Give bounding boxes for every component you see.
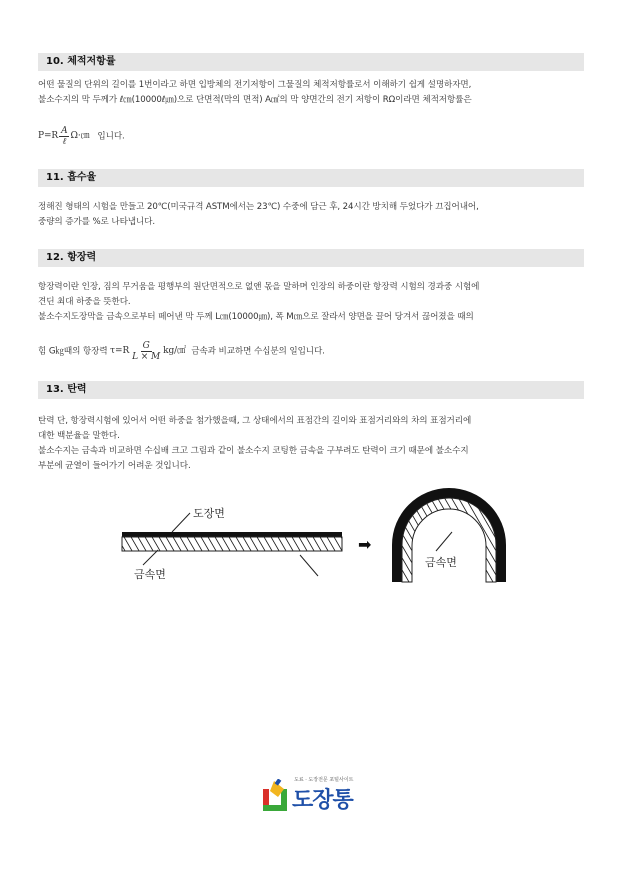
paragraph-line: 정해진 형태의 시험을 만들고 20℃(미국규격 ASTM에서는 23℃) 수중에 담근 후, 24시간 방치해 두었다가 끄집어내어,: [38, 202, 479, 212]
formula-tail-text: 금속과 비교하면 수십분의 일입니다.: [191, 346, 325, 357]
dojangtong-logo: [262, 775, 382, 815]
paragraph-line: 중량의 증가를 %로 나타냅니다.: [38, 217, 156, 227]
metal-label-right: 금속면: [425, 556, 457, 569]
paragraph-line: 탄력 단, 항장력시험에 있어서 어떤 하중을 첨가했을때, 그 상태에서의 표점간의 길이와 표점거리와의 차의 표점거리에: [38, 416, 472, 426]
section-heading-volume-resistivity: 10. 체적저항률: [38, 53, 584, 71]
formula-unit: kg/㎠: [163, 346, 186, 356]
logo-name: 도장통: [292, 788, 353, 813]
metal-label-left: 금속면: [134, 568, 166, 581]
formula-tail-text: 입니다.: [97, 131, 125, 142]
formula-numerator: G: [142, 340, 150, 351]
paragraph-line: 항장력이란 인장, 짐의 무거움을 평행부의 원단면적으로 없앤 몫을 말하며 인장의 하중이란 항장력 시험의 경과중 시험에: [38, 282, 480, 292]
formula-denominator: ℓ: [62, 136, 67, 147]
transform-arrow-icon: ➡: [358, 535, 372, 554]
formula-unit: Ω·㎝: [70, 131, 90, 141]
metal-layer: [122, 537, 342, 551]
paragraph-line: 대한 백분율을 말한다.: [38, 431, 120, 441]
metal-leader-line-right: [300, 555, 318, 576]
paragraph-line: 견딘 최대 하중을 뜻한다.: [38, 297, 131, 307]
paint-bucket-logo-icon: [262, 779, 292, 813]
logo-subtitle: 도료 · 도장전문 포털사이트: [294, 777, 354, 783]
coating-layer: [122, 532, 342, 537]
flat-coated-plate: [122, 532, 342, 551]
formula-denominator: L × M: [132, 351, 161, 362]
formula-lhs: P=R: [38, 131, 59, 141]
paragraph-line: 부분에 균열이 들어가기 어려운 것입니다.: [38, 461, 191, 471]
paragraph-line: 불소수지의 막 두께가 ℓ㎝(10000ℓ㎛)으로 단면적(막의 면적) A㎠의 막 양면간의 전기 저항이 RΩ이라면 체적저항률은: [38, 95, 472, 105]
formula-numerator: A: [61, 125, 68, 136]
metal-leader-line-arch: [436, 532, 452, 551]
section-heading-tensile-strength: 12. 항장력: [38, 249, 584, 267]
formula-prefix-text: 힘 G㎏때의 항장력: [38, 346, 108, 357]
section-heading-water-absorption: 11. 흡수율: [38, 169, 584, 187]
coating-leader-line: [172, 513, 190, 532]
paragraph-line: 어떤 물질의 단위의 길이를 1번이라고 하면 입방체의 전기저항이 그물질의 체적저항률로서 이해하기 쉽게 설명하자면,: [38, 80, 472, 90]
metal-leader-line-left: [143, 550, 158, 565]
formula-lhs: τ=R: [110, 346, 130, 356]
section-heading-elasticity: 13. 탄력: [38, 381, 584, 399]
paragraph-line: 불소수지는 금속과 비교하면 수십배 크고 그림과 같이 불소수지 코팅한 금속을 구부려도 탄력이 크기 때문에 불소수지: [38, 446, 469, 456]
coating-label: 도장면: [193, 507, 225, 520]
paragraph-line: 불소수지도장막을 금속으로부터 떼어낸 막 두께 L㎝(10000㎛), 폭 M㎝으로 잘라서 양면을 끌어 당겨서 끊어졌을 때의: [38, 312, 474, 322]
